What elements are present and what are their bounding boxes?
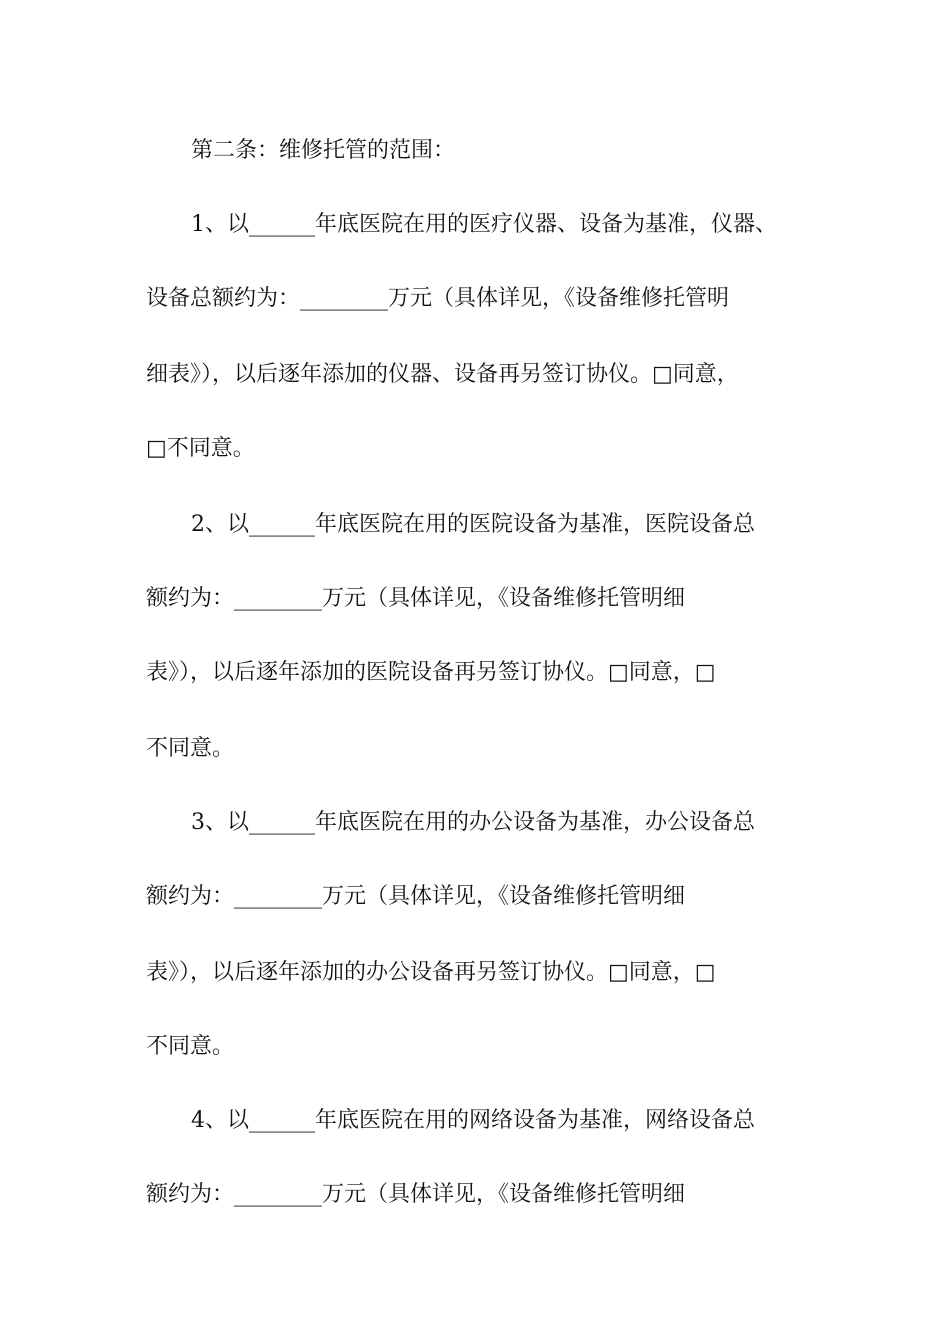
article-heading: 第二条：维修托管的范围：: [191, 138, 456, 163]
clause-4-line-1: 4、以______年底医院在用的网络设备为基准，网络设备总: [191, 1108, 755, 1133]
clause-3-line-2: 额约为：________万元（具体详见，《设备维修托管明细: [146, 884, 686, 909]
clause-4-line-2: 额约为：________万元（具体详见，《设备维修托管明细: [146, 1182, 686, 1207]
clause-3-line-4: 不同意。: [146, 1034, 235, 1059]
clause-2-line-1: 2、以______年底医院在用的医院设备为基准，医院设备总: [191, 512, 755, 537]
clause-2-line-4: 不同意。: [146, 736, 235, 761]
clause-2-line-3: 表》），以后逐年添加的医院设备再另签订协仪。□同意，□: [146, 660, 716, 685]
clause-3-line-1: 3、以______年底医院在用的办公设备为基准，办公设备总: [191, 810, 755, 835]
clause-1-line-3: 细表》），以后逐年添加的仪器、设备再另签订协仪。□同意，: [146, 362, 739, 387]
clause-1-line-4: □不同意。: [146, 436, 255, 461]
clause-3-line-3: 表》），以后逐年添加的办公设备再另签订协仪。□同意，□: [146, 960, 716, 985]
clause-1-line-2: 设备总额约为：________万元（具体详见，《设备维修托管明: [146, 286, 730, 311]
clause-1-line-1: 1、以______年底医院在用的医疗仪器、设备为基准，仪器、: [191, 212, 777, 237]
clause-2-line-2: 额约为：________万元（具体详见，《设备维修托管明细: [146, 586, 686, 611]
